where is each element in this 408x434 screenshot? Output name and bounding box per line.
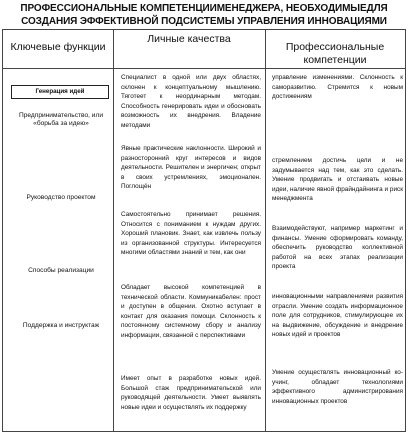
personal-qualities-3: Самостоятельно принимает решения. Относится с пониманием к нуждам других. Хороший плановик. Знает, как извлечь пользу из организованной структуры. Интересуется многими областями знаний и тем, как они [121,211,261,257]
column-divider [113,30,114,431]
professional-competencies-2: стремлением достичь цели и не задумывается над тем, как это сделать. Умение продвигать и отстаивать новые идеи, наличие явной фрайндайнинга и риск менеджмента [272,157,403,203]
header-col3-line-2: компетенции [303,54,367,66]
title-line-1: ПРОФЕССИОНАЛЬНЫЕ КОМПЕТЕНЦИИМЕНЕДЖЕРА, НЕОБХОДИМЫЕДЛЯ [20,3,388,14]
header-divider [3,68,405,69]
professional-competencies-4: инновационными направлениями развития отрасли. Умение создать информационное поле для сотрудников, стимулирующее их на выдвижение, обсуждение и внедрение новых идей и проектов [272,293,403,339]
competency-table [2,29,406,432]
personal-qualities-4: Обладает высокой компетенцией в технической области. Коммуникабелен: прост и доступен в общении. Охотно вступает в контакт для оказания помощи. Склонность к постоянному системному сбору и анализу информации, связанной с перспективами [121,284,261,339]
function-implementation-methods: Способы реализации [28,267,94,274]
professional-competencies-1: управление изменениями. Склонность к саморазвитию. Стремится к новым достижениям [272,74,403,101]
function-idea-generation: Генерация идей [11,85,109,99]
function-entrepreneurship: Предпринимательство, или «борьба за идею» [18,112,104,127]
header-key-functions: Ключевые функции [10,41,106,53]
header-professional-competencies [265,41,405,67]
column-divider [265,30,266,431]
header-personal-qualities: Личные качества [147,33,231,45]
professional-competencies-3: Взаимодействуют, например маркетинг и финансы. Умение сформировать команду, обеспечить руководство коллективной работой на всех этапах реализации проекта [272,225,403,271]
personal-qualities-5: Имеет опыт в разработке новых идей. Большой стаж предпринимательской или руководящей деятельности. Умеет выявлять новые идеи и осуществлять их поддержку [121,375,261,411]
function-support-instruction: Поддержка и инструктаж [22,322,100,329]
personal-qualities-2: Явные практические наклонности. Широкий и разносторонний круг интересов и видов деятельности. Решителен и энергичен; открыт в своих устремлениях, эмоционален. Поглощён [121,145,261,191]
page-title [0,2,408,28]
header-col3-line-1: Профессиональные [285,41,385,53]
title-line-2: СОЗДАНИЯ ЭФФЕКТИВНОЙ ПОДСИСТЕМЫ УПРАВЛЕНИЯ ИННОВАЦИЯМИ [21,16,387,27]
personal-qualities-1: Специалист в одной или двух областях, склонен к концептуальному мышлению. Тяготеет к неординарным методам. Способность генерировать идеи и обосновать возможность их внедрения. Владение методами [121,74,261,129]
function-project-management: Руководство проектом [26,194,96,201]
professional-competencies-5: Умение осуществлять инновационный ко-учинг, обладает технологиями эффективного администрирования инновационных проектов [272,369,403,405]
